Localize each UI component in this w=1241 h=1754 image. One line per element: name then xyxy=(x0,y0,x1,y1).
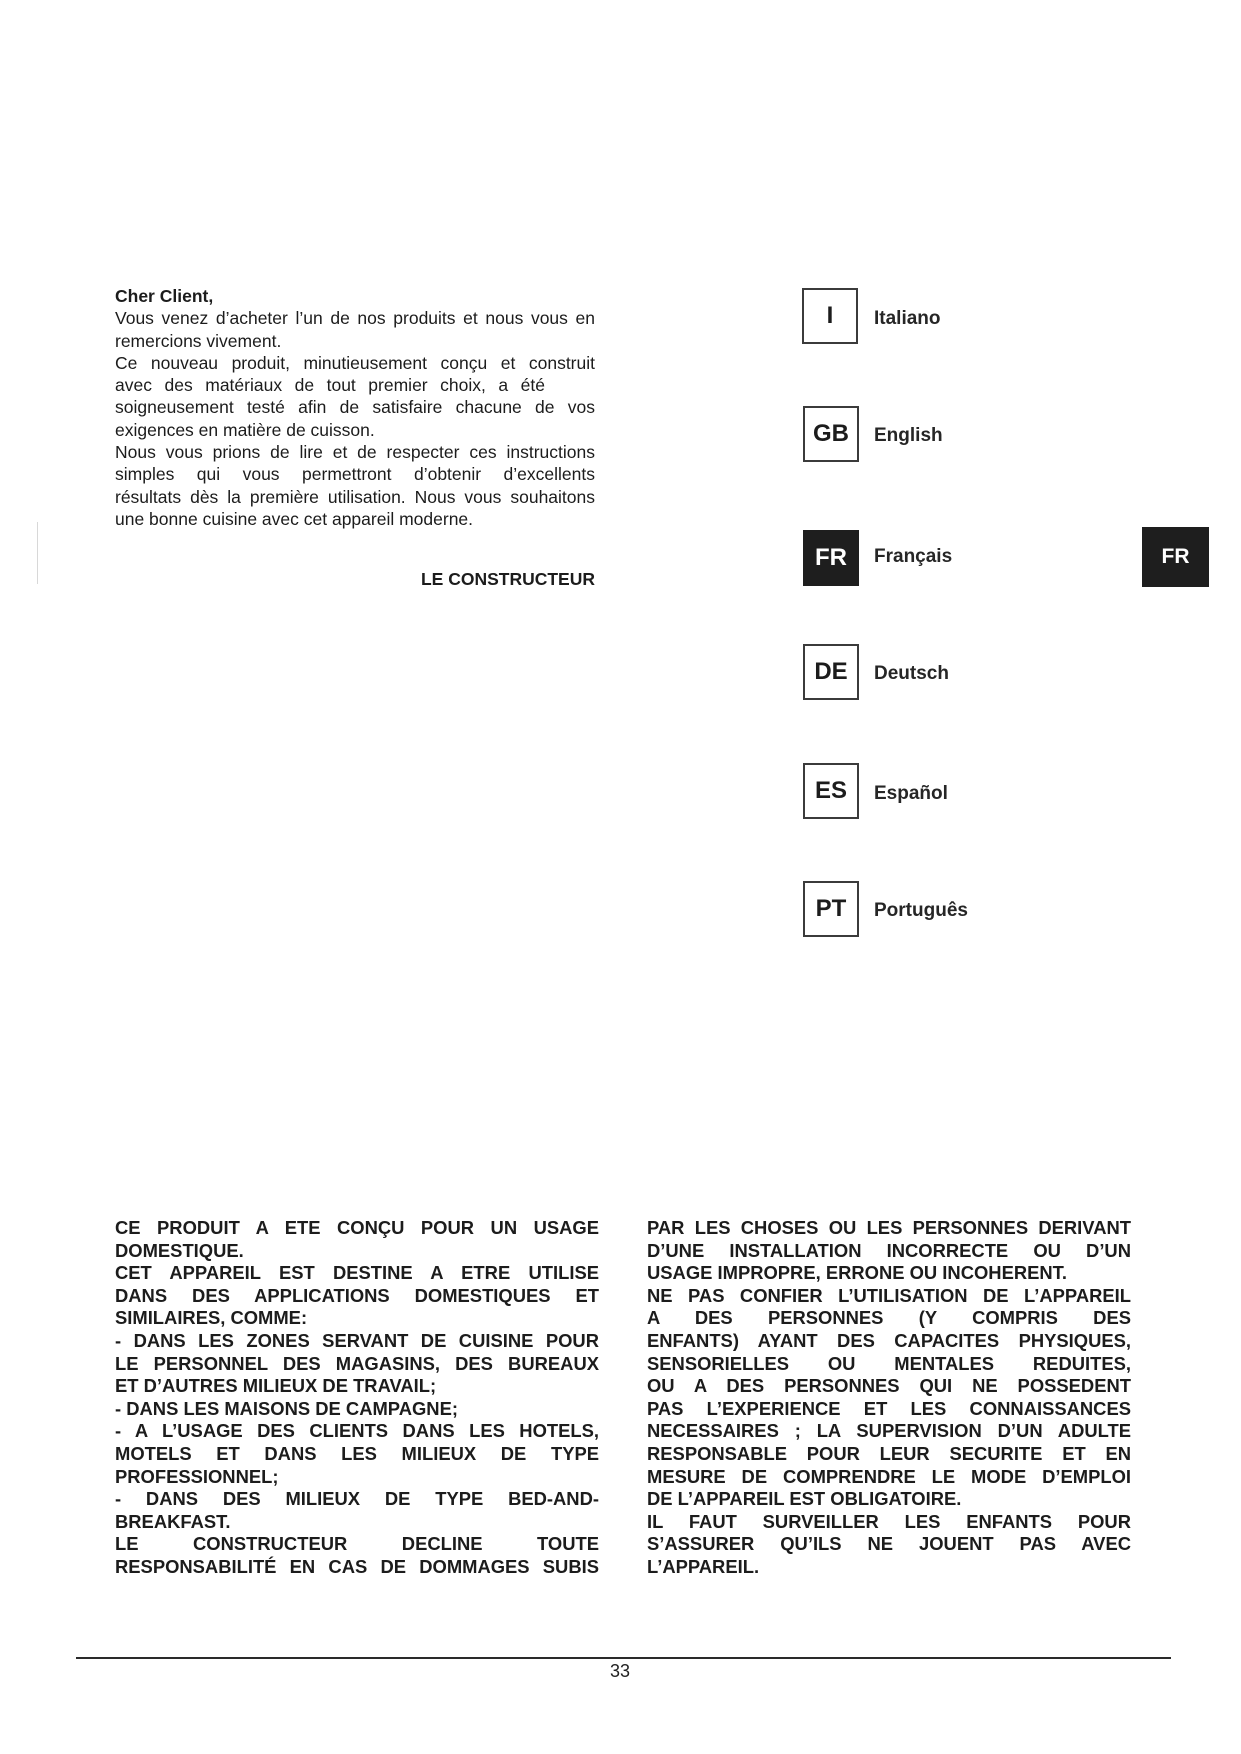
language-code-es[interactable]: ES xyxy=(803,763,859,819)
notice-line: DANS DES APPLICATIONS DOMESTIQUES ET xyxy=(115,1284,599,1306)
intro-line: résultats dès la première utilisation. Nous vous souhaitons xyxy=(115,486,595,507)
notice-line: A DES PERSONNES (Y COMPRIS DES xyxy=(647,1307,1131,1329)
notice-line: PROFESSIONNEL; xyxy=(115,1465,279,1487)
notice-right-column xyxy=(647,1217,1131,1579)
language-code-pt[interactable]: PT xyxy=(803,881,859,937)
intro-line: Ce nouveau produit, minutieusement conçu et construit xyxy=(115,352,595,373)
language-name-gb[interactable]: English xyxy=(874,425,943,446)
notice-line: RESPONSABILITÉ EN CAS DE DOMMAGES SUBIS xyxy=(115,1555,599,1577)
language-name-pt[interactable]: Português xyxy=(874,900,968,921)
notice-line: L’APPAREIL. xyxy=(647,1555,760,1577)
notice-line: LE PERSONNEL DES MAGASINS, DES BUREAUX xyxy=(115,1352,599,1374)
notice-line: LE CONSTRUCTEUR DECLINE TOUTE xyxy=(115,1533,599,1555)
intro-line: avec des matériaux de tout premier choix, a été xyxy=(115,375,545,396)
language-name-fr[interactable]: Français xyxy=(874,546,953,567)
notice-line: CE PRODUIT A ETE CONÇU POUR UN USAGE xyxy=(115,1217,599,1238)
notice-line: USAGE IMPROPRE, ERRONE OU INCOHERENT. xyxy=(647,1262,1067,1284)
intro-line: une bonne cuisine avec cet appareil moderne. xyxy=(115,508,474,529)
intro-line: exigences en matière de cuisson. xyxy=(115,419,375,440)
notice-line: - DANS LES MAISONS DE CAMPAGNE; xyxy=(115,1397,458,1419)
language-code-gb[interactable]: GB xyxy=(803,406,859,462)
margin-mark xyxy=(37,522,38,584)
notice-line: - DANS LES ZONES SERVANT DE CUISINE POUR xyxy=(115,1329,599,1351)
notice-line: BREAKFAST. xyxy=(115,1510,231,1532)
notice-line: DOMESTIQUE. xyxy=(115,1239,244,1261)
notice-line: PAR LES CHOSES OU LES PERSONNES DERIVANT xyxy=(647,1217,1131,1238)
intro-line: simples qui vous permettront d’obtenir d’excellents xyxy=(115,464,595,485)
language-name-es[interactable]: Español xyxy=(874,783,948,804)
language-side-tab: FR xyxy=(1142,527,1209,587)
notice-line: DE L’APPAREIL EST OBLIGATOIRE. xyxy=(647,1488,962,1510)
page-number: 33 xyxy=(609,1661,631,1681)
notice-line: D’UNE INSTALLATION INCORRECTE OU D’UN xyxy=(647,1239,1131,1261)
notice-line: CET APPAREIL EST DESTINE A ETRE UTILISE xyxy=(115,1262,599,1284)
notice-line: - A L’USAGE DES CLIENTS DANS LES HOTELS, xyxy=(115,1420,599,1442)
notice-line: ET D’AUTRES MILIEUX DE TRAVAIL; xyxy=(115,1375,437,1397)
intro-text xyxy=(115,285,595,530)
language-code-it[interactable]: I xyxy=(802,288,858,344)
notice-line: S’ASSURER QU’ILS NE JOUENT PAS AVEC xyxy=(647,1533,1131,1555)
notice-line: MESURE DE COMPRENDRE LE MODE D’EMPLOI xyxy=(647,1465,1131,1487)
notice-line: NECESSAIRES ; LA SUPERVISION D’UN ADULTE xyxy=(647,1420,1131,1442)
notice-line: OU A DES PERSONNES QUI NE POSSEDENT xyxy=(647,1375,1131,1397)
intro-line: Vous venez d’acheter l’un de nos produits et nous vous en xyxy=(115,308,595,329)
language-name-de[interactable]: Deutsch xyxy=(874,663,949,684)
intro-line: Nous vous prions de lire et de respecter ces instructions xyxy=(115,442,595,463)
notice-line: - DANS DES MILIEUX DE TYPE BED-AND- xyxy=(115,1488,599,1510)
notice-line: SENSORIELLES OU MENTALES REDUITES, xyxy=(647,1352,1131,1374)
language-code-de[interactable]: DE xyxy=(803,644,859,700)
notice-line: NE PAS CONFIER L’UTILISATION DE L’APPAREIL xyxy=(647,1284,1131,1306)
language-name-it[interactable]: Italiano xyxy=(874,308,941,329)
salutation: Cher Client, xyxy=(115,286,214,306)
notice-line: IL FAUT SURVEILLER LES ENFANTS POUR xyxy=(647,1510,1131,1532)
language-code-fr[interactable]: FR xyxy=(803,530,859,586)
notice-line: RESPONSABLE POUR LEUR SECURITE ET EN xyxy=(647,1442,1131,1464)
signature: LE CONSTRUCTEUR xyxy=(420,569,595,589)
intro-line: remercions vivement. xyxy=(115,330,282,351)
notice-line: SIMILAIRES, COMME: xyxy=(115,1307,308,1329)
notice-left-column xyxy=(115,1217,599,1579)
notice-line: ENFANTS) AYANT DES CAPACITES PHYSIQUES, xyxy=(647,1329,1131,1351)
intro-line: soigneusement testé afin de satisfaire chacune de vos xyxy=(115,397,595,418)
notice-line: PAS L’EXPERIENCE ET LES CONNAISSANCES xyxy=(647,1397,1131,1419)
notice-line: MOTELS ET DANS LES MILIEUX DE TYPE xyxy=(115,1442,599,1464)
